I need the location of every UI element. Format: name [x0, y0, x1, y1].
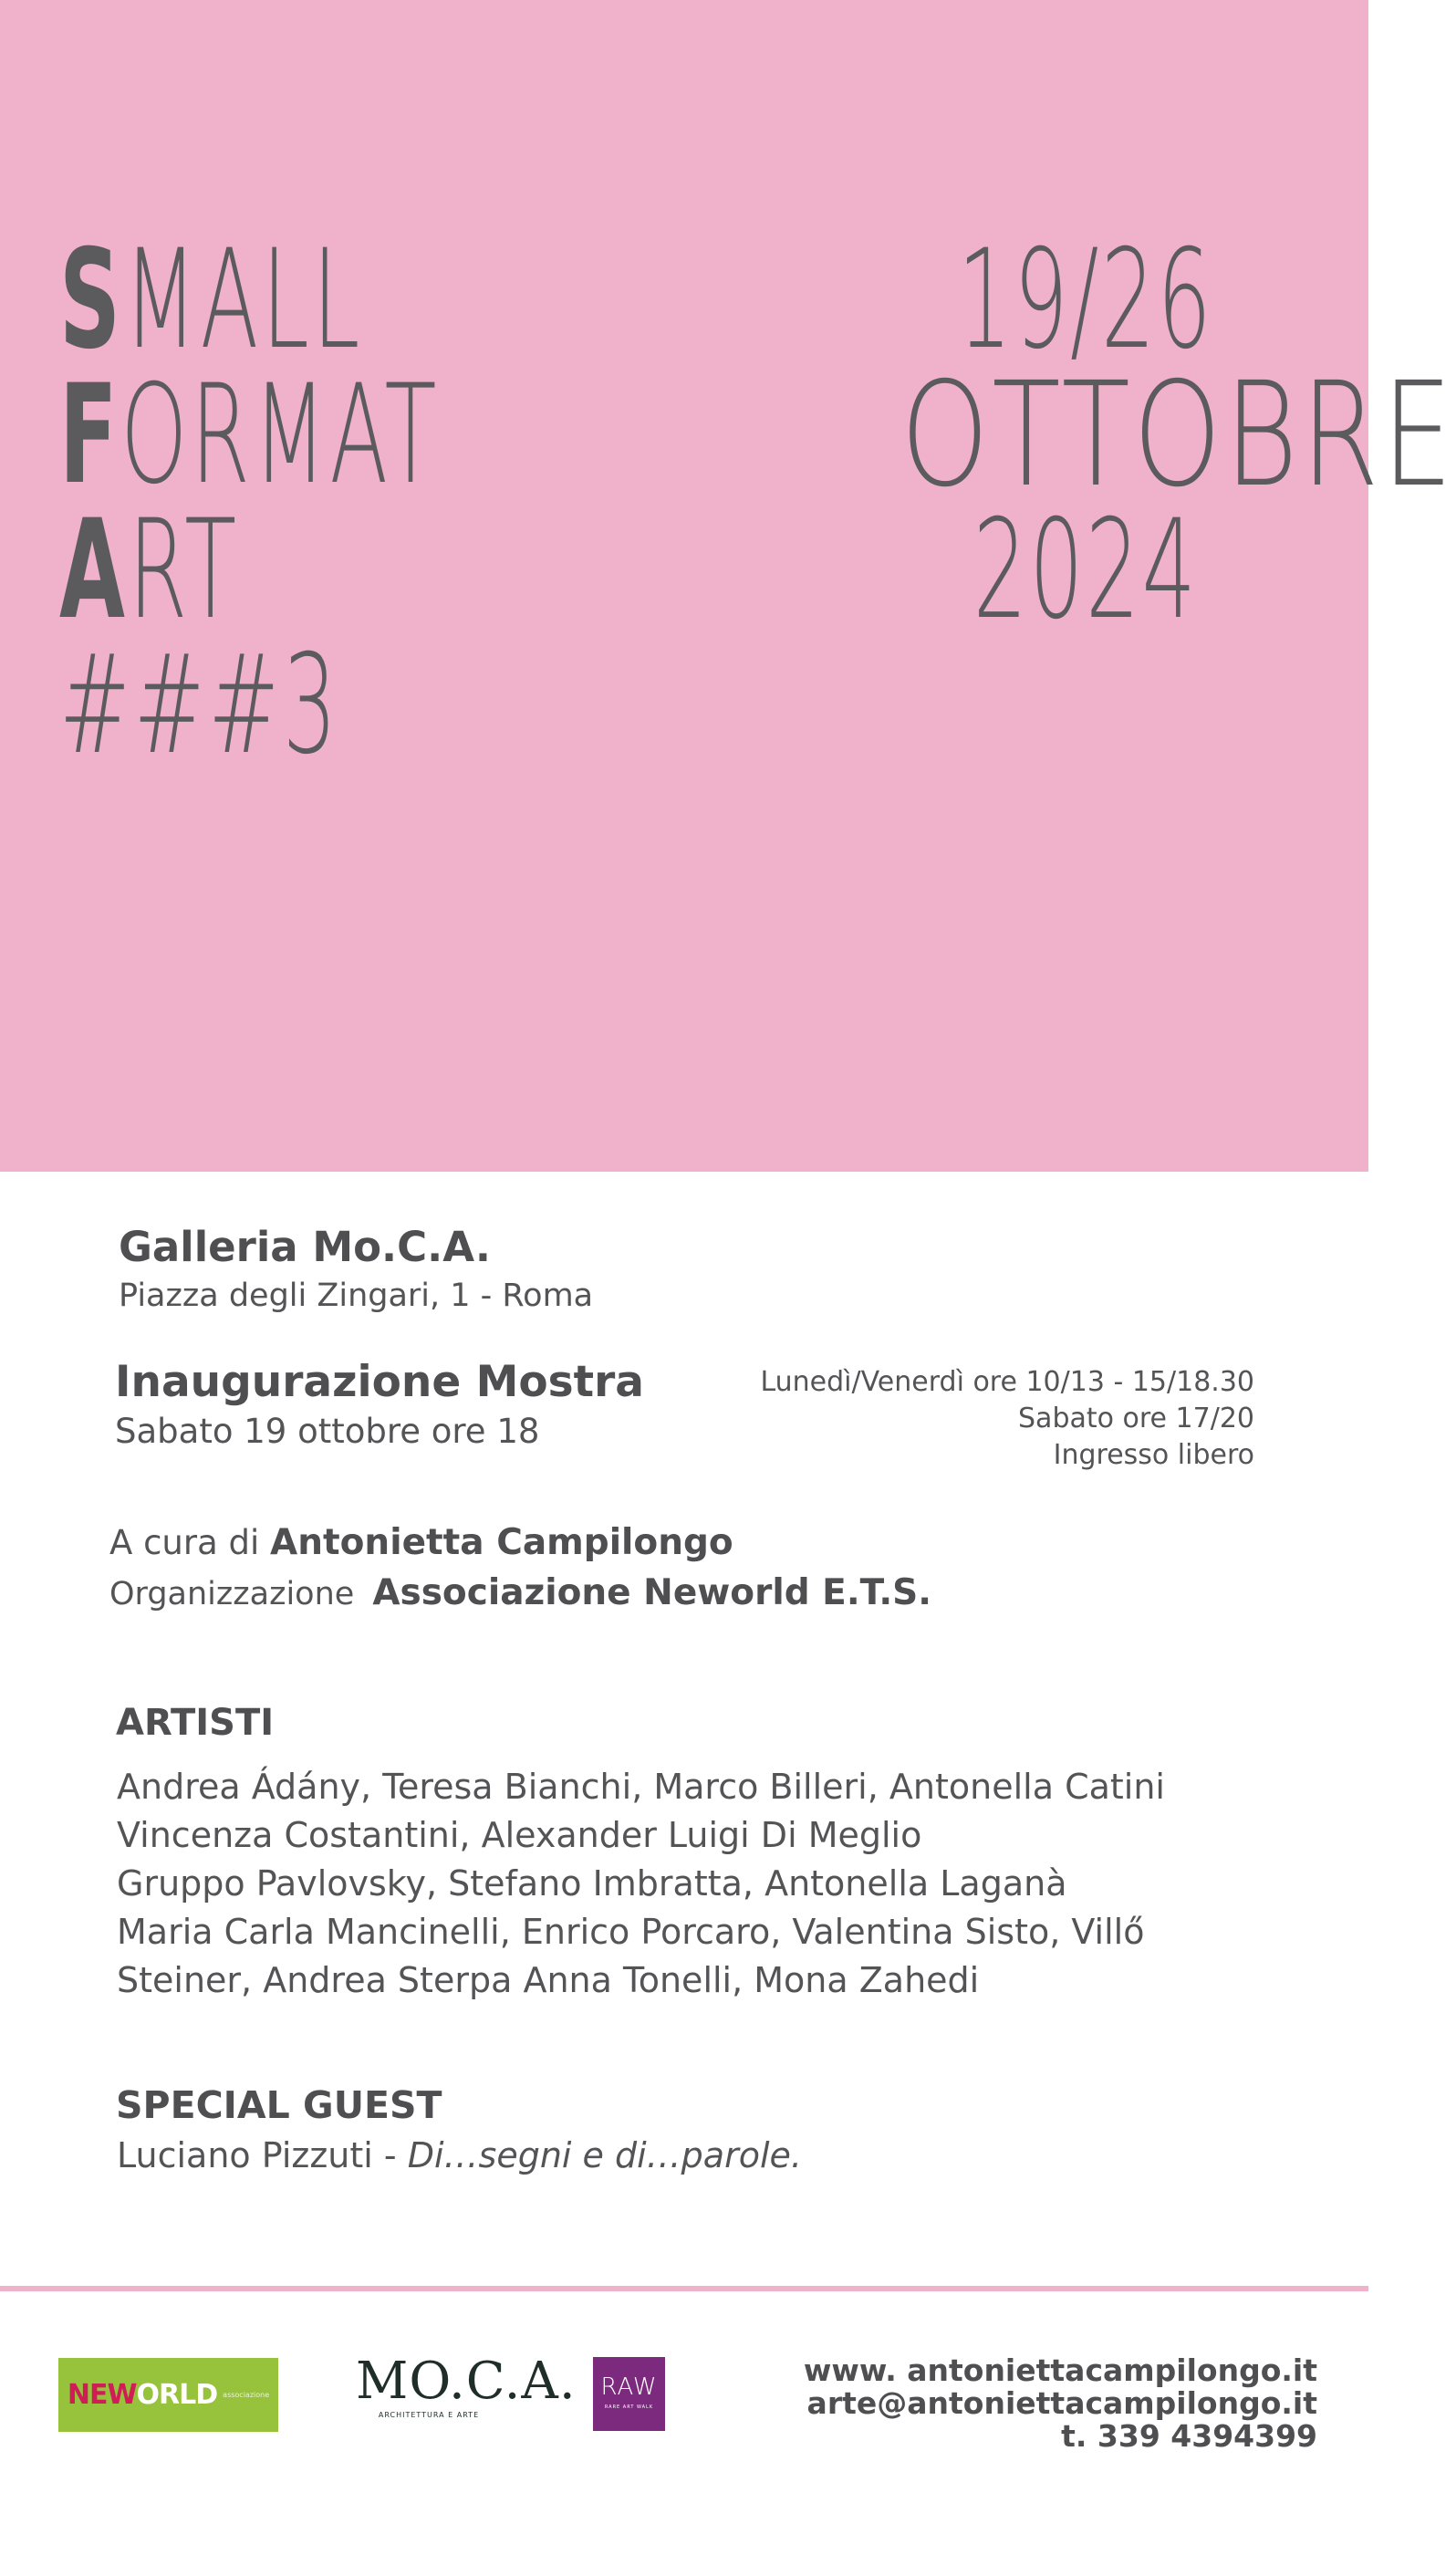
organization-line: Organizzazione Associazione Neworld E.T.S.: [109, 1572, 932, 1613]
title-line-1: SMALL: [59, 221, 364, 380]
neworld-logo: NEWORLD associazione: [58, 2358, 278, 2432]
curator-name: Antonietta Campilongo: [270, 1522, 733, 1563]
raw-logo: RAW RARE ART WALK: [593, 2357, 665, 2431]
artists-line: Andrea Ádány, Teresa Bianchi, Marco Billeri, Antonella Catini: [117, 1767, 1165, 1807]
special-guest: [117, 2135, 802, 2175]
opening-title: Inaugurazione Mostra: [115, 1357, 644, 1407]
footer-divider: [0, 2286, 1368, 2291]
venue-name: Galleria Mo.C.A.: [119, 1223, 491, 1271]
title-line-2: FORMAT: [59, 356, 441, 515]
special-guest-heading: SPECIAL GUEST: [116, 2083, 442, 2127]
email-link[interactable]: arte@antoniettacampilongo.it: [806, 2385, 1317, 2421]
curator-line: A cura di Antonietta Campilongo: [109, 1522, 733, 1563]
date-year: 2024: [972, 491, 1199, 650]
hours-weekdays: Lunedì/Venerdì ore 10/13 - 15/18.30: [760, 1366, 1254, 1398]
phone-number: t. 339 4394399: [1061, 2418, 1317, 2454]
organization-name: Associazione Neworld E.T.S.: [372, 1572, 932, 1613]
hours-saturday: Sabato ore 17/20: [1018, 1403, 1254, 1434]
website-link[interactable]: www. antoniettacampilongo.it: [803, 2352, 1317, 2388]
opening-hours: [760, 1364, 1254, 1474]
exhibition-dates: [848, 221, 1456, 650]
artists-line: Steiner, Andrea Sterpa Anna Tonelli, Mona Zahedi: [117, 1960, 980, 2000]
exhibition-title: [59, 221, 441, 785]
artists-line: Gruppo Pavlovsky, Stefano Imbratta, Antonella Laganà: [117, 1863, 1067, 1904]
artists-list: [117, 1763, 1165, 2005]
hours-entry: Ingresso libero: [1053, 1439, 1254, 1471]
date-days: 19/26: [957, 221, 1214, 380]
venue-address: Piazza degli Zingari, 1 - Roma: [119, 1278, 594, 1314]
artists-line: Vincenza Costantini, Alexander Luigi Di Meglio: [117, 1815, 922, 1855]
contacts: [804, 2354, 1317, 2453]
artists-line: Maria Carla Mancinelli, Enrico Porcaro, Valentina Sisto, Villő: [117, 1912, 1145, 1952]
title-line-3: ART ###3: [59, 491, 340, 785]
guest-work: Di…segni e di…parole.: [407, 2135, 802, 2175]
guest-name: Luciano Pizzuti -: [117, 2135, 397, 2175]
date-month: OTTOBRE: [900, 351, 1456, 519]
moca-logo: MO.C.A. ARCHITETTURA E ARTE: [356, 2352, 577, 2419]
opening-date: Sabato 19 ottobre ore 18: [115, 1412, 540, 1451]
artists-heading: ARTISTI: [116, 1702, 275, 1744]
